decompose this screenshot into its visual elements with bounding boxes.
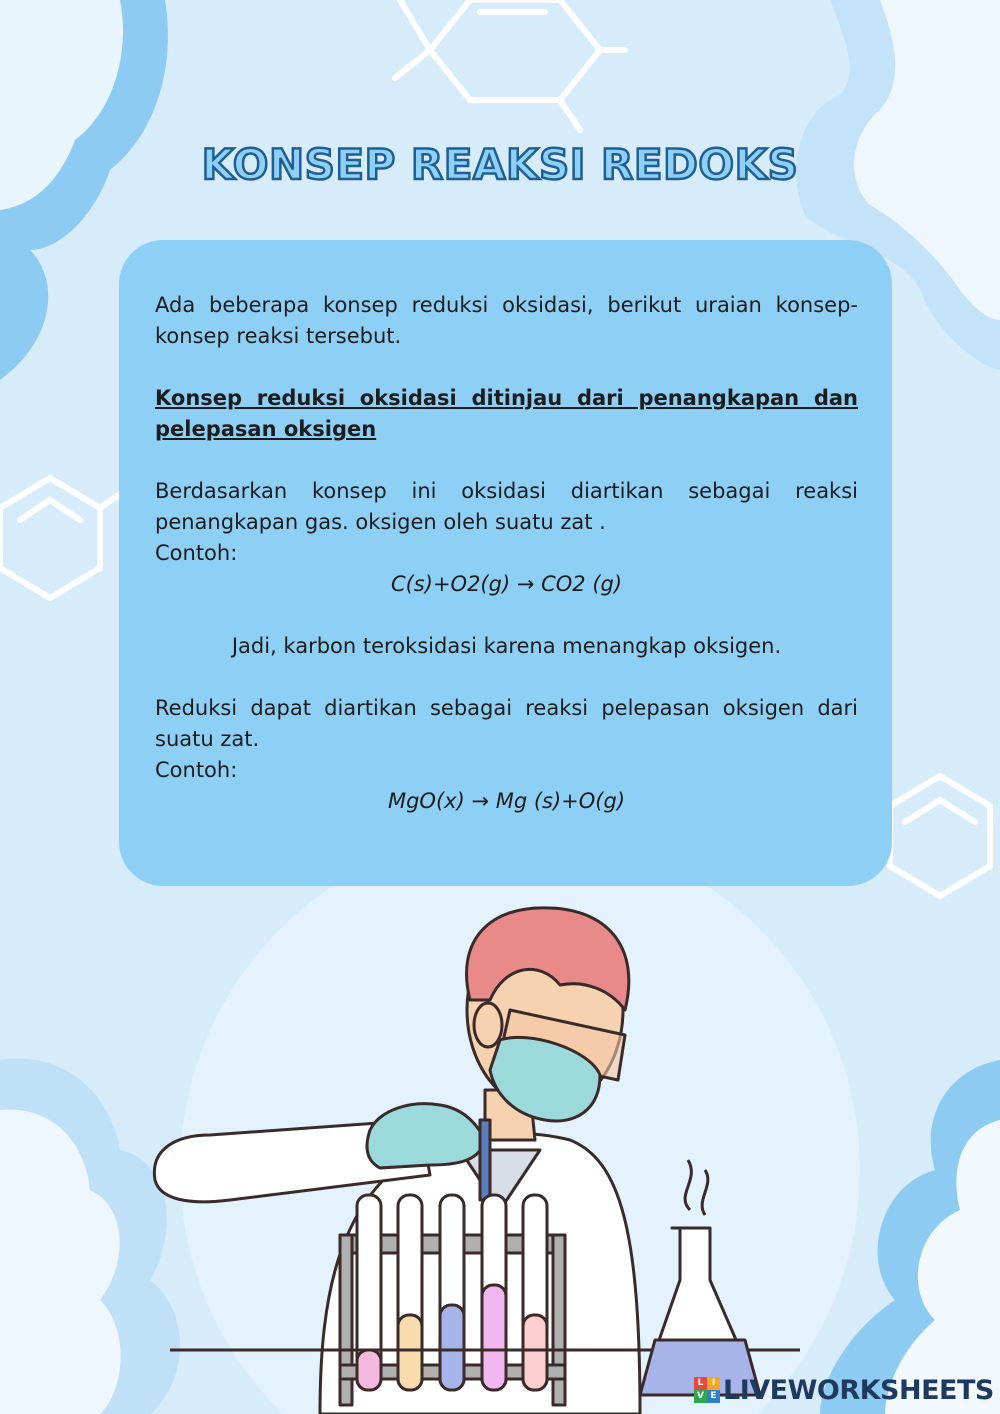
logo-letter: E [707, 1390, 720, 1403]
page-title: KONSEP REAKSI REDOKS [201, 140, 799, 189]
equation-oxidation: C(s)+O2(g) → CO2 (g) [390, 572, 623, 596]
spacer [155, 352, 858, 383]
molecule-left-icon [0, 478, 120, 598]
spacer [155, 600, 858, 631]
cloud-bottom-left [0, 1058, 180, 1414]
intro-paragraph: Ada beberapa konsep reduksi oksidasi, berikut uraian konsep-konsep reaksi tersebut. [155, 293, 858, 348]
liveworksheets-brand[interactable] [694, 1374, 994, 1406]
liveworksheets-logo-icon [694, 1377, 720, 1403]
oxidation-paragraph: Berdasarkan konsep ini oksidasi diartikan sebagai reaksi penangkapan gas. oksigen oleh suatu zat . [155, 479, 858, 534]
spacer [155, 662, 858, 693]
logo-letter: L [694, 1377, 707, 1390]
spacer [155, 445, 858, 476]
example-label: Contoh: [155, 541, 238, 565]
molecule-right-icon [890, 776, 990, 896]
logo-letter: I [707, 1377, 720, 1390]
reduction-paragraph: Reduksi dapat diartikan sebagai reaksi pelepasan oksigen dari suatu zat. [155, 696, 858, 751]
logo-letter: V [694, 1390, 707, 1403]
example-label: Contoh: [155, 758, 238, 782]
molecule-top-icon [395, 0, 625, 130]
equation-reduction: MgO(x) → Mg (s)+O(g) [387, 789, 626, 813]
card-body [155, 290, 858, 817]
conclusion-text: Jadi, karbon teroksidasi karena menangkap oksigen. [231, 634, 782, 658]
section-heading: Konsep reduksi oksidasi ditinjau dari penangkapan dan pelepasan oksigen [155, 386, 858, 441]
brand-name: LIVEWORKSHEETS [723, 1374, 994, 1406]
